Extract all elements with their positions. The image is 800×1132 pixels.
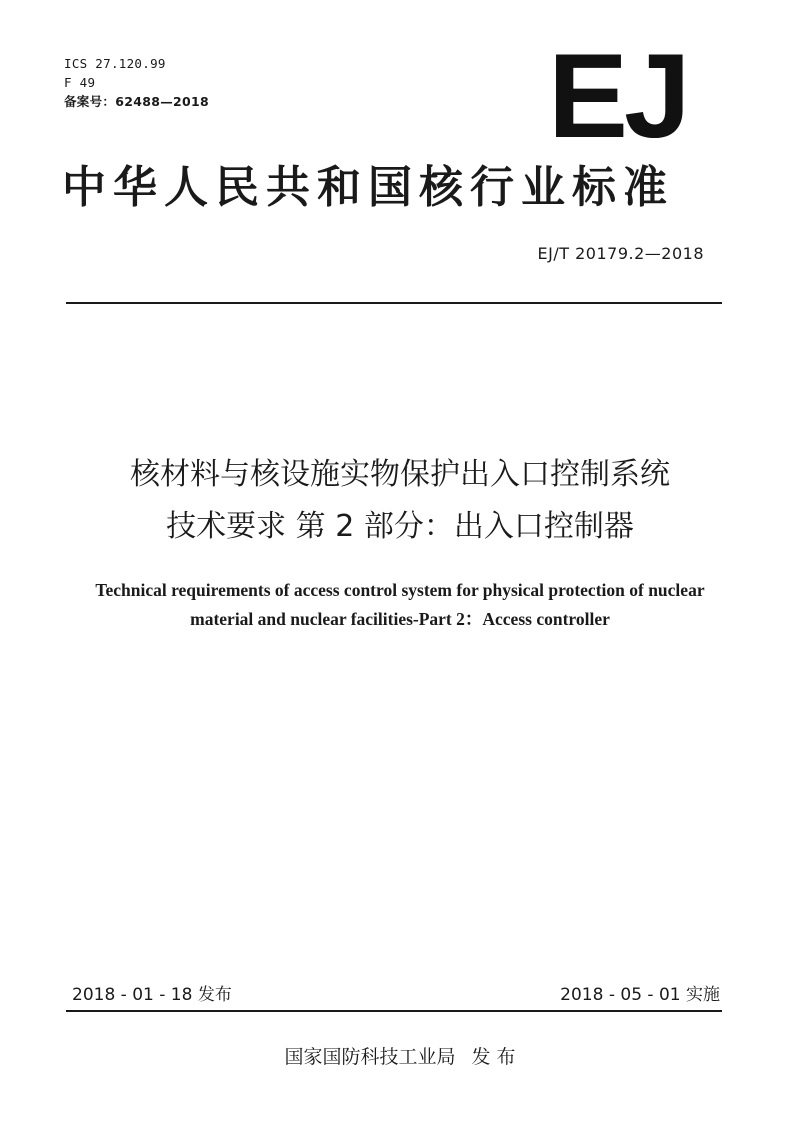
standard-number: EJ/T 20179.2—2018: [537, 244, 704, 263]
publisher-line: [0, 1042, 800, 1069]
en-title-line-1: Technical requirements of access control system for physical protection of nuclear: [95, 580, 705, 600]
bottom-divider: [66, 1010, 722, 1012]
en-title-line-2: material and nuclear facilities-Part 2：Access controller: [190, 609, 610, 629]
cn-title-line-2: 技术要求 第 2 部分：出入口控制器: [166, 509, 634, 544]
cn-title-line-1: 核材料与核设施实物保护出入口控制系统: [130, 457, 670, 492]
publisher-action: 发 布: [471, 1046, 516, 1068]
issue-date: 2018 - 01 - 18 发布: [72, 985, 232, 1005]
ej-logo: EJ: [548, 29, 687, 163]
implementation-date: 2018 - 05 - 01 实施: [560, 985, 720, 1005]
filing-number: 备案号：62488—2018: [64, 94, 209, 109]
ics-code: ICS 27.120.99: [64, 56, 166, 71]
ccs-code: F 49: [64, 75, 96, 90]
publisher-name: 国家国防科技工业局: [284, 1046, 456, 1068]
standard-category-title: 中华人民共和国核行业标准: [62, 162, 674, 213]
top-divider: [66, 302, 722, 304]
